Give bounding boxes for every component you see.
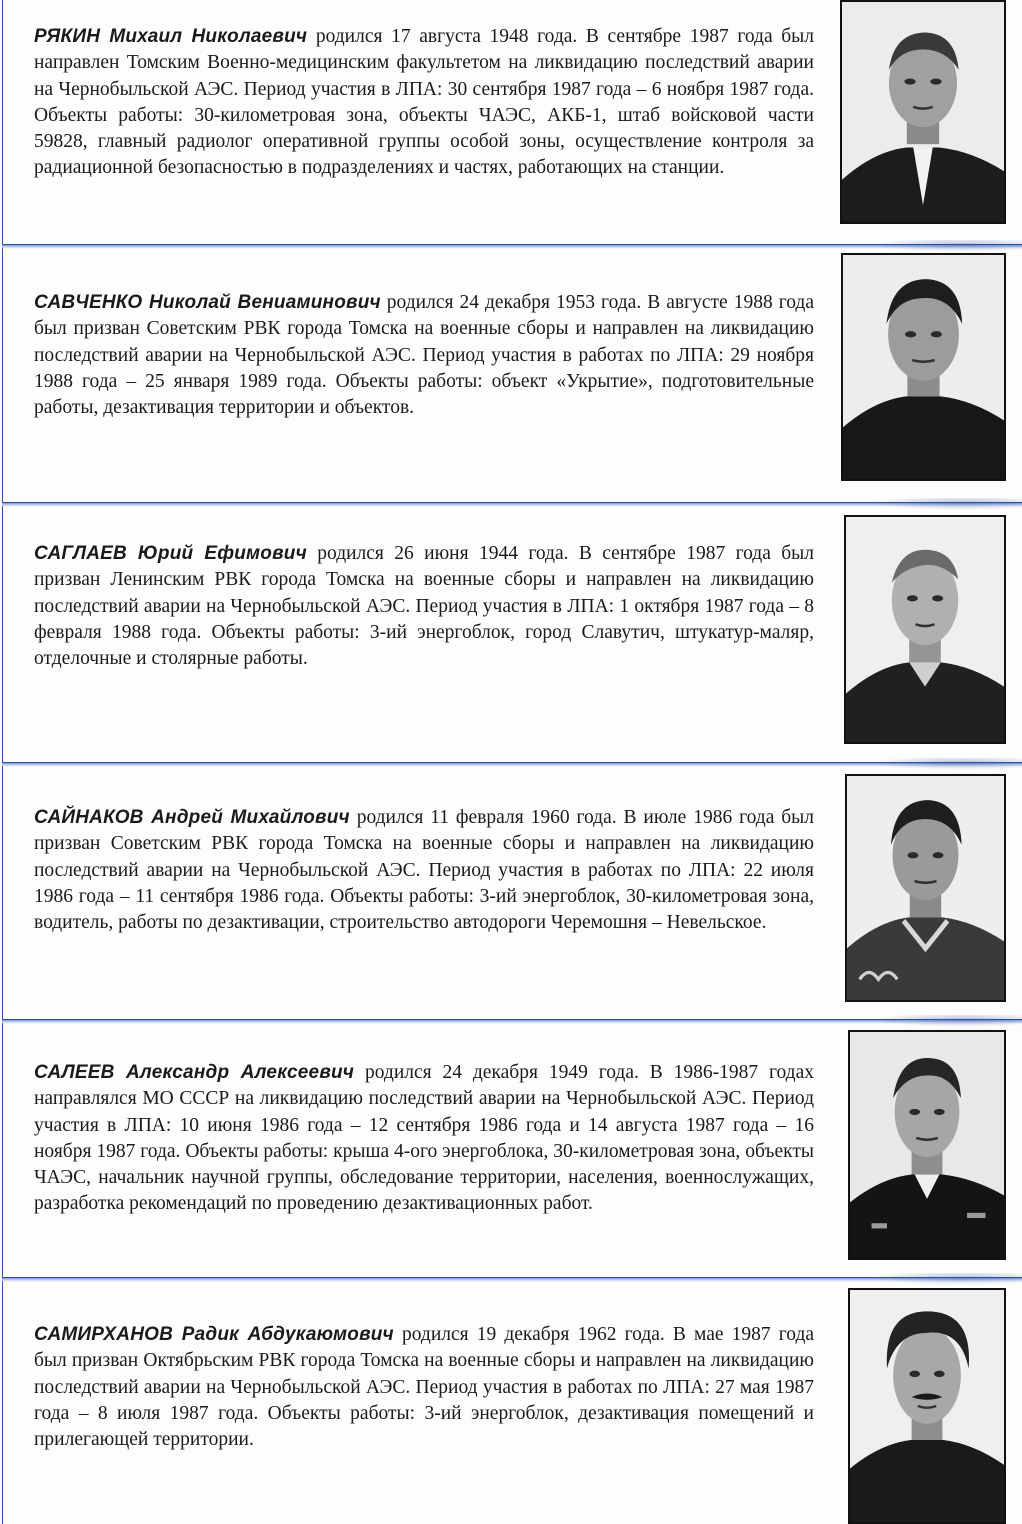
entry-saglaev [0, 507, 1022, 767]
biography [34, 541, 814, 672]
biography-text: родился 24 декабря 1953 года. В августе 1988 года был призван Советским РВК города Томска на военные сборы и направлен на ликвидацию последствий аварии на Чернобыльской АЭС. Период участия в работах по ЛПА: 29 ноября 1988 года – 25 января 1989 года. Объекты работы: объект «Укрытие», подготовительные работы, дезактивация территории и объектов. [34, 292, 814, 419]
frame-line [2, 1024, 3, 1282]
person-name: РЯКИН Михаил Николаевич [34, 26, 308, 47]
frame-line [2, 249, 3, 507]
frame-line [2, 767, 3, 1024]
frame-line [2, 0, 3, 249]
frame-line [2, 507, 3, 767]
biography-text: родился 19 декабря 1962 года. В мае 1987 года был призван Октябрьским РВК города Томска на военные сборы и направлен на ликвидацию последствий аварии на Чернобыльской АЭС. Период участия в работах по ЛПА: 27 мая 1987 года – 8 июля 1987 года. Объекты работы: 3-ий энергоблок, дезактивация помещений и прилегающей территории. [34, 1324, 815, 1451]
portrait-photo [845, 774, 1006, 1002]
biography [34, 1060, 814, 1218]
entry-samirkhanov [0, 1282, 1022, 1524]
entry-saynakov [0, 767, 1022, 1024]
portrait-photo [848, 1288, 1006, 1524]
entry-savchenko [0, 249, 1022, 507]
person-name: САЛЕЕВ Александр Алексеевич [34, 1062, 355, 1083]
person-name: САВЧЕНКО Николай Вениаминович [34, 292, 381, 313]
biography [34, 805, 814, 936]
portrait-photo [844, 515, 1006, 744]
biography-text: родился 26 июня 1944 года. В сентябре 1987 года был призван Ленинским РВК города Томска на военные сборы и направлен на ликвидацию последствий аварии на Чернобыльской АЭС. Период участия в ЛПА: 1 октября 1987 года – 8 февраля 1988 года. Объекты работы: 3-ий энергоблок, город Славутич, штукатур-маляр, отделочные и столярные работы. [34, 543, 814, 670]
entry-ryakin [0, 0, 1022, 249]
biography [34, 1322, 814, 1453]
biography [34, 24, 814, 182]
person-name: САМИРХАНОВ Радик Абдукаюмович [34, 1324, 394, 1345]
portrait-photo [841, 253, 1006, 481]
biography [34, 290, 814, 421]
person-name: САЙНАКОВ Андрей Михайлович [34, 807, 350, 828]
entry-saleev [0, 1024, 1022, 1282]
biography-text: родился 17 августа 1948 года. В сентябре 1987 года был направлен Томским Военно-медицинским факультетом на ликвидацию последствий аварии на Чернобыльской АЭС. Период участия в ЛПА: 30 сентября 1987 года – 6 ноября 1987 года. Объекты работы: 30-километровая зона, объекты ЧАЭС, АКБ-1, штаб войсковой части 59828, главный радиолог оперативной группы особой зоны, осуществление контроля за радиационной безопасностью в подразделениях и частях, работающих на станции. [34, 26, 814, 179]
biography-text: родился 24 декабря 1949 года. В 1986-1987 годах направлялся МО СССР на ликвидацию последствий аварии на Чернобыльской АЭС. Период участия в ЛПА: 10 июня 1986 года – 12 сентября 1986 года и 14 августа 1987 года – 16 ноября 1987 года. Объекты работы: крыша 4-ого энергоблока, 30-километровая зона, объекты ЧАЭС, начальник научной группы, обследование территории, населения, военнослужащих, разработка рекомендаций по проведению дезактивационных работ. [34, 1062, 815, 1215]
portrait-photo [840, 0, 1006, 224]
frame-line [2, 1282, 3, 1524]
person-name: САГЛАЕВ Юрий Ефимович [34, 543, 307, 564]
portrait-photo [848, 1030, 1006, 1260]
biography-text: родился 11 февраля 1960 года. В июле 1986 года был призван Советским РВК города Томска на военные сборы и направлен на ликвидацию последствий аварии на Чернобыльской АЭС. Период участия в работах по ЛПА: 22 июля 1986 года – 11 сентября 1986 года. Объекты работы: 3-ий энергоблок, 30-километровая зона, водитель, работы по дезактивации, строительство автодороги Черемошня – Невельское. [34, 807, 815, 934]
